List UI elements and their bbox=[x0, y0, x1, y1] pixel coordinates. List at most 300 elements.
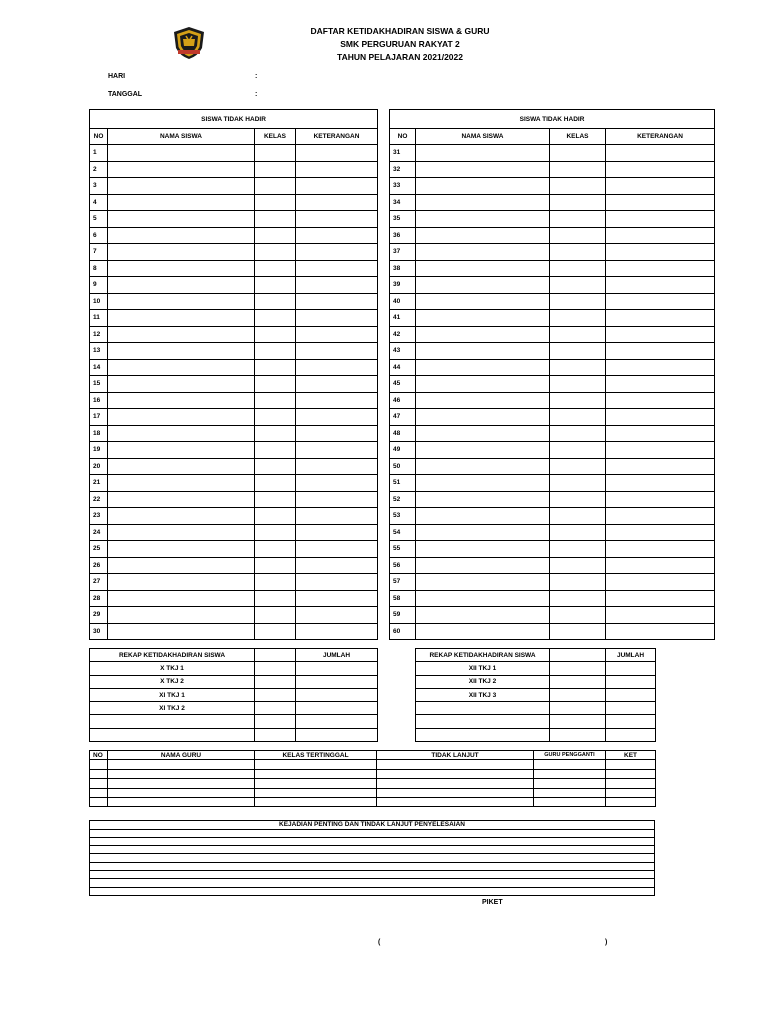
blank-cell bbox=[416, 343, 550, 360]
blank-cell bbox=[534, 769, 606, 778]
incident-row bbox=[90, 829, 655, 837]
blank-cell bbox=[550, 557, 606, 574]
blank-cell bbox=[296, 425, 378, 442]
table-row bbox=[90, 145, 378, 162]
table-row bbox=[390, 194, 715, 211]
blank-cell bbox=[416, 326, 550, 343]
rekap-table-left bbox=[89, 648, 378, 742]
table-title: SISWA TIDAK HADIR bbox=[390, 110, 715, 129]
table-row bbox=[390, 359, 715, 376]
table-row bbox=[90, 508, 378, 525]
blank-cell bbox=[90, 760, 108, 769]
table-row bbox=[90, 541, 378, 558]
table-row bbox=[390, 458, 715, 475]
blank-cell bbox=[296, 524, 378, 541]
rekap-title: REKAP KETIDAKHADIRAN SISWA bbox=[416, 649, 550, 662]
table-row bbox=[390, 326, 715, 343]
blank-cell bbox=[606, 475, 715, 492]
blank-cell bbox=[606, 310, 715, 327]
blank-cell bbox=[296, 392, 378, 409]
row-number: 2 bbox=[90, 161, 108, 178]
blank-cell bbox=[606, 376, 715, 393]
row-number: 14 bbox=[90, 359, 108, 376]
blank-cell bbox=[255, 688, 296, 701]
table-row bbox=[390, 161, 715, 178]
class-name: X TKJ 1 bbox=[90, 662, 255, 675]
blank-cell bbox=[108, 244, 255, 261]
blank-cell bbox=[534, 779, 606, 788]
col-ket: KET bbox=[606, 751, 656, 760]
table-row bbox=[390, 557, 715, 574]
blank-cell bbox=[550, 541, 606, 558]
blank-cell bbox=[534, 788, 606, 797]
blank-cell bbox=[108, 760, 255, 769]
absent-students-table-left bbox=[89, 109, 378, 640]
row-number: 56 bbox=[390, 557, 416, 574]
table-row bbox=[90, 524, 378, 541]
class-name bbox=[90, 728, 255, 741]
row-number: 46 bbox=[390, 392, 416, 409]
blank-cell bbox=[606, 392, 715, 409]
row-number: 37 bbox=[390, 244, 416, 261]
blank-cell bbox=[108, 557, 255, 574]
blank-cell bbox=[255, 590, 296, 607]
blank-cell bbox=[108, 161, 255, 178]
row-number: 17 bbox=[90, 409, 108, 426]
class-name bbox=[416, 715, 550, 728]
blank-cell bbox=[108, 623, 255, 640]
teacher-row bbox=[90, 797, 656, 806]
row-number: 20 bbox=[90, 458, 108, 475]
blank-cell bbox=[550, 244, 606, 261]
blank-cell bbox=[550, 702, 606, 715]
blank-cell bbox=[255, 662, 296, 675]
blank-cell bbox=[255, 293, 296, 310]
table-row bbox=[390, 227, 715, 244]
blank-cell bbox=[416, 524, 550, 541]
blank-cell bbox=[606, 343, 715, 360]
blank-cell bbox=[108, 227, 255, 244]
blank-cell bbox=[255, 715, 296, 728]
blank-cell bbox=[255, 392, 296, 409]
blank-cell bbox=[108, 178, 255, 195]
blank-cell bbox=[550, 442, 606, 459]
table-row bbox=[390, 178, 715, 195]
blank-cell bbox=[416, 145, 550, 162]
table-row bbox=[90, 442, 378, 459]
blank-cell bbox=[606, 728, 656, 741]
blank-cell bbox=[255, 623, 296, 640]
blank-cell bbox=[255, 607, 296, 624]
table-row bbox=[90, 574, 378, 591]
blank-cell bbox=[296, 442, 378, 459]
blank-cell bbox=[296, 227, 378, 244]
blank-cell bbox=[255, 178, 296, 195]
row-number: 57 bbox=[390, 574, 416, 591]
blank-cell bbox=[606, 675, 656, 688]
blank-cell bbox=[550, 491, 606, 508]
blank-cell bbox=[606, 326, 715, 343]
blank-cell bbox=[296, 178, 378, 195]
table-row bbox=[390, 442, 715, 459]
blank-cell bbox=[550, 458, 606, 475]
table-row bbox=[90, 623, 378, 640]
row-number: 51 bbox=[390, 475, 416, 492]
blank-cell bbox=[255, 779, 377, 788]
blank-cell bbox=[296, 161, 378, 178]
blank-cell bbox=[296, 607, 378, 624]
blank-cell bbox=[296, 557, 378, 574]
class-name bbox=[416, 702, 550, 715]
table-row bbox=[390, 343, 715, 360]
blank-cell bbox=[550, 524, 606, 541]
incident-row bbox=[90, 837, 655, 845]
blank-cell bbox=[416, 310, 550, 327]
doc-title: DAFTAR KETIDAKHADIRAN SISWA & GURU bbox=[310, 26, 490, 36]
row-number: 36 bbox=[390, 227, 416, 244]
blank-cell bbox=[108, 359, 255, 376]
blank-cell bbox=[255, 227, 296, 244]
row-number: 16 bbox=[90, 392, 108, 409]
table-row bbox=[90, 161, 378, 178]
blank-cell bbox=[296, 623, 378, 640]
blank-cell bbox=[90, 837, 655, 845]
blank-cell bbox=[296, 508, 378, 525]
table-row bbox=[90, 376, 378, 393]
row-number: 40 bbox=[390, 293, 416, 310]
table-row bbox=[390, 244, 715, 261]
table-row bbox=[390, 475, 715, 492]
table-row bbox=[90, 359, 378, 376]
class-name bbox=[416, 728, 550, 741]
blank-cell bbox=[108, 475, 255, 492]
table-row bbox=[90, 326, 378, 343]
blank-cell bbox=[550, 178, 606, 195]
rekap-row bbox=[416, 675, 656, 688]
blank-cell bbox=[377, 760, 534, 769]
blank-cell bbox=[255, 442, 296, 459]
blank-cell bbox=[534, 797, 606, 806]
col-ket: KETERANGAN bbox=[606, 129, 715, 145]
class-name: XII TKJ 3 bbox=[416, 688, 550, 701]
table-row bbox=[90, 244, 378, 261]
row-number: 38 bbox=[390, 260, 416, 277]
rekap-table-right bbox=[415, 648, 656, 742]
blank-cell bbox=[550, 728, 606, 741]
blank-cell bbox=[255, 310, 296, 327]
blank-cell bbox=[550, 675, 606, 688]
table-row bbox=[90, 590, 378, 607]
blank-cell bbox=[416, 623, 550, 640]
blank-cell bbox=[416, 244, 550, 261]
row-number: 21 bbox=[90, 475, 108, 492]
row-number: 30 bbox=[90, 623, 108, 640]
blank-cell bbox=[296, 541, 378, 558]
class-name: XI TKJ 1 bbox=[90, 688, 255, 701]
blank-cell bbox=[90, 788, 108, 797]
blank-cell bbox=[296, 244, 378, 261]
blank-cell bbox=[606, 277, 715, 294]
blank-cell bbox=[606, 662, 656, 675]
row-number: 15 bbox=[90, 376, 108, 393]
blank-cell bbox=[606, 788, 656, 797]
table-row bbox=[390, 508, 715, 525]
table-row bbox=[90, 458, 378, 475]
blank-cell bbox=[606, 211, 715, 228]
blank-cell bbox=[255, 260, 296, 277]
blank-cell bbox=[108, 293, 255, 310]
table-title: SISWA TIDAK HADIR bbox=[90, 110, 378, 129]
blank-cell bbox=[550, 293, 606, 310]
blank-cell bbox=[550, 715, 606, 728]
blank-cell bbox=[377, 769, 534, 778]
blank-cell bbox=[296, 343, 378, 360]
blank-cell bbox=[416, 260, 550, 277]
table-row bbox=[90, 607, 378, 624]
row-number: 26 bbox=[90, 557, 108, 574]
row-number: 35 bbox=[390, 211, 416, 228]
col-no: NO bbox=[90, 129, 108, 145]
rekap-row bbox=[90, 688, 378, 701]
rekap-row bbox=[90, 702, 378, 715]
row-number: 23 bbox=[90, 508, 108, 525]
blank-cell bbox=[606, 779, 656, 788]
blank-cell bbox=[606, 260, 715, 277]
blank-cell bbox=[550, 310, 606, 327]
blank-cell bbox=[550, 227, 606, 244]
blank-cell bbox=[255, 524, 296, 541]
blank-cell bbox=[606, 442, 715, 459]
table-row bbox=[390, 277, 715, 294]
blank-cell bbox=[296, 293, 378, 310]
blank-cell bbox=[416, 590, 550, 607]
table-row bbox=[90, 557, 378, 574]
blank-cell bbox=[416, 178, 550, 195]
table-row bbox=[390, 260, 715, 277]
jumlah-header: JUMLAH bbox=[606, 649, 656, 662]
incident-table bbox=[89, 820, 655, 896]
blank-cell bbox=[108, 574, 255, 591]
blank-cell bbox=[108, 458, 255, 475]
blank-cell bbox=[606, 161, 715, 178]
table-row bbox=[90, 343, 378, 360]
incident-row bbox=[90, 862, 655, 870]
blank-cell bbox=[296, 326, 378, 343]
row-number: 7 bbox=[90, 244, 108, 261]
blank-cell bbox=[108, 260, 255, 277]
blank-cell bbox=[377, 779, 534, 788]
table-row bbox=[90, 178, 378, 195]
blank-cell bbox=[255, 769, 377, 778]
blank-cell bbox=[606, 293, 715, 310]
blank-cell bbox=[255, 541, 296, 558]
class-name: XI TKJ 2 bbox=[90, 702, 255, 715]
blank-cell bbox=[296, 574, 378, 591]
blank-cell bbox=[296, 688, 378, 701]
blank-cell bbox=[416, 442, 550, 459]
blank-cell bbox=[606, 769, 656, 778]
blank-cell bbox=[550, 409, 606, 426]
table-row bbox=[90, 409, 378, 426]
blank-cell bbox=[416, 359, 550, 376]
blank-cell bbox=[606, 178, 715, 195]
blank-cell bbox=[255, 194, 296, 211]
blank-cell bbox=[606, 145, 715, 162]
blank-cell bbox=[296, 359, 378, 376]
rekap-row bbox=[90, 715, 378, 728]
blank-cell bbox=[296, 260, 378, 277]
blank-cell bbox=[108, 425, 255, 442]
blank-cell bbox=[606, 607, 715, 624]
row-number: 55 bbox=[390, 541, 416, 558]
blank-cell bbox=[416, 161, 550, 178]
blank-cell bbox=[550, 161, 606, 178]
rekap-row bbox=[90, 662, 378, 675]
blank-cell bbox=[296, 310, 378, 327]
table-row bbox=[90, 211, 378, 228]
blank-cell bbox=[108, 343, 255, 360]
blank-cell bbox=[255, 359, 296, 376]
blank-cell bbox=[550, 649, 606, 662]
blank-cell bbox=[606, 688, 656, 701]
blank-cell bbox=[90, 862, 655, 870]
blank-cell bbox=[550, 607, 606, 624]
blank-cell bbox=[255, 376, 296, 393]
table-row bbox=[90, 425, 378, 442]
blank-cell bbox=[416, 458, 550, 475]
blank-cell bbox=[606, 574, 715, 591]
blank-cell bbox=[416, 194, 550, 211]
blank-cell bbox=[90, 769, 108, 778]
col-kelas: KELAS bbox=[255, 129, 296, 145]
blank-cell bbox=[606, 508, 715, 525]
table-row bbox=[390, 409, 715, 426]
row-number: 45 bbox=[390, 376, 416, 393]
table-row bbox=[390, 607, 715, 624]
incident-row bbox=[90, 846, 655, 854]
blank-cell bbox=[550, 623, 606, 640]
blank-cell bbox=[108, 491, 255, 508]
blank-cell bbox=[255, 244, 296, 261]
blank-cell bbox=[108, 508, 255, 525]
table-row bbox=[390, 392, 715, 409]
blank-cell bbox=[550, 662, 606, 675]
blank-cell bbox=[255, 211, 296, 228]
blank-cell bbox=[550, 211, 606, 228]
row-number: 3 bbox=[90, 178, 108, 195]
blank-cell bbox=[296, 211, 378, 228]
row-number: 28 bbox=[90, 590, 108, 607]
row-number: 49 bbox=[390, 442, 416, 459]
col-kelas-tertinggal: KELAS TERTINGGAL bbox=[255, 751, 377, 760]
table-row bbox=[390, 310, 715, 327]
blank-cell bbox=[606, 557, 715, 574]
blank-cell bbox=[550, 326, 606, 343]
incident-row bbox=[90, 879, 655, 887]
blank-cell bbox=[255, 458, 296, 475]
table-row bbox=[90, 392, 378, 409]
blank-cell bbox=[296, 662, 378, 675]
blank-cell bbox=[255, 675, 296, 688]
piket-label: PIKET bbox=[482, 899, 503, 906]
blank-cell bbox=[255, 797, 377, 806]
blank-cell bbox=[550, 376, 606, 393]
blank-cell bbox=[534, 760, 606, 769]
blank-cell bbox=[255, 145, 296, 162]
blank-cell bbox=[550, 277, 606, 294]
blank-cell bbox=[416, 376, 550, 393]
row-number: 24 bbox=[90, 524, 108, 541]
blank-cell bbox=[90, 870, 655, 878]
col-guru-pengganti: GURU PENGGANTI bbox=[534, 751, 606, 760]
table-row bbox=[90, 194, 378, 211]
row-number: 1 bbox=[90, 145, 108, 162]
blank-cell bbox=[606, 359, 715, 376]
rekap-row bbox=[416, 728, 656, 741]
row-number: 33 bbox=[390, 178, 416, 195]
blank-cell bbox=[108, 277, 255, 294]
table-row bbox=[390, 425, 715, 442]
blank-cell bbox=[296, 145, 378, 162]
row-number: 41 bbox=[390, 310, 416, 327]
blank-cell bbox=[108, 211, 255, 228]
blank-cell bbox=[416, 574, 550, 591]
table-row bbox=[390, 145, 715, 162]
table-row bbox=[390, 376, 715, 393]
rekap-row bbox=[416, 715, 656, 728]
blank-cell bbox=[108, 376, 255, 393]
hari-colon: : bbox=[255, 73, 258, 80]
col-nama-guru: NAMA GURU bbox=[108, 751, 255, 760]
blank-cell bbox=[606, 541, 715, 558]
blank-cell bbox=[606, 409, 715, 426]
academic-year: TAHUN PELAJARAN 2021/2022 bbox=[337, 52, 463, 62]
col-nama: NAMA SISWA bbox=[108, 129, 255, 145]
blank-cell bbox=[296, 194, 378, 211]
row-number: 48 bbox=[390, 425, 416, 442]
blank-cell bbox=[606, 590, 715, 607]
table-row bbox=[390, 211, 715, 228]
blank-cell bbox=[108, 524, 255, 541]
row-number: 47 bbox=[390, 409, 416, 426]
table-row bbox=[90, 227, 378, 244]
blank-cell bbox=[108, 788, 255, 797]
blank-cell bbox=[606, 797, 656, 806]
table-row bbox=[90, 277, 378, 294]
blank-cell bbox=[90, 879, 655, 887]
blank-cell bbox=[296, 491, 378, 508]
row-number: 19 bbox=[90, 442, 108, 459]
blank-cell bbox=[255, 574, 296, 591]
table-row bbox=[390, 293, 715, 310]
table-row bbox=[390, 541, 715, 558]
blank-cell bbox=[90, 846, 655, 854]
blank-cell bbox=[606, 458, 715, 475]
col-no: NO bbox=[90, 751, 108, 760]
blank-cell bbox=[255, 702, 296, 715]
blank-cell bbox=[108, 310, 255, 327]
blank-cell bbox=[255, 728, 296, 741]
row-number: 44 bbox=[390, 359, 416, 376]
blank-cell bbox=[416, 227, 550, 244]
blank-cell bbox=[296, 675, 378, 688]
row-number: 43 bbox=[390, 343, 416, 360]
row-number: 32 bbox=[390, 161, 416, 178]
incident-row bbox=[90, 870, 655, 878]
row-number: 18 bbox=[90, 425, 108, 442]
class-name: XII TKJ 2 bbox=[416, 675, 550, 688]
blank-cell bbox=[550, 574, 606, 591]
